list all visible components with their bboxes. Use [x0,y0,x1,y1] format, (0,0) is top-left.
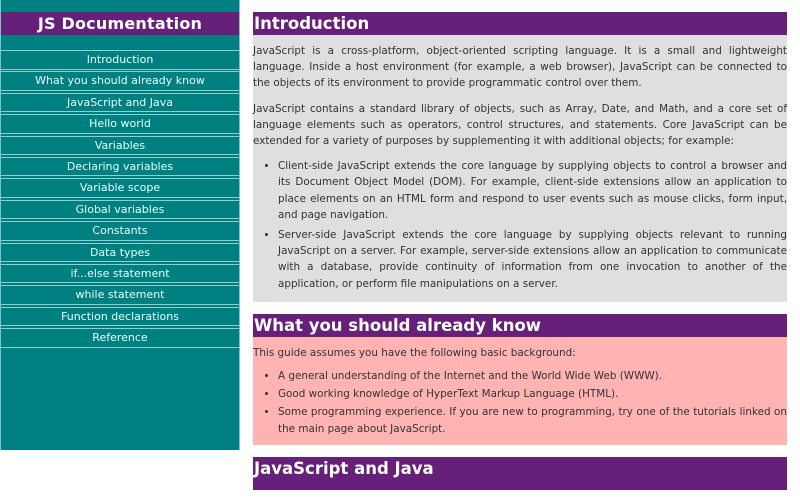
paragraph: JavaScript is a cross-platform, object-oriented scripting language. It is a small and lightweight language. Inside a host environment (for example, a web browser), JavaScript can be connected to the objects of its environment to provide programmatic control over them. [253,45,787,90]
nav-link-if-else-statement[interactable]: if...else statement [1,264,239,284]
nav-link-variables[interactable]: Variables [1,136,239,156]
bullet-list [253,158,787,292]
list-item: • Good working knowledge of HyperText Markup Language (HTML). [278,386,787,402]
nav-link-function-declarations[interactable]: Function declarations [1,307,239,327]
bullet-list [253,368,787,437]
main-doc [253,0,787,502]
section-body [253,337,787,445]
nav-link-declaring-variables[interactable]: Declaring variables [1,157,239,177]
section-body [253,35,787,302]
section-title: What you should already know [253,314,787,337]
sidebar-nav [0,0,240,450]
sidebar-title: JS Documentation [1,12,239,35]
list-item: • A general understanding of the Internet and the World Wide Web (WWW). [278,368,787,384]
paragraph: This guide assumes you have the following basic background: [253,346,576,359]
nav-link-introduction[interactable]: Introduction [1,50,239,70]
list-item: • Server-side JavaScript extends the core language by supplying objects relevant to running JavaScript on a server. For example, server-side extensions allow an application to communicate with a database, provide continuity of information from one invocation to another of the application, or perform file manipulations on a server. [278,227,787,292]
list-item: • Client-side JavaScript extends the core language by supplying objects to control a browser and its Document Object Model (DOM). For example, client-side extensions allow an application to place elements on an HTML form and respond to user events such as mouse clicks, form input, and page navigation. [278,158,787,223]
section-title: JavaScript and Java [253,457,787,480]
nav-link-hello-world[interactable]: Hello world [1,114,239,134]
nav-link-while-statement[interactable]: while statement [1,285,239,305]
nav-link-constants[interactable]: Constants [1,221,239,241]
section-body [253,480,787,490]
nav-link-global-variables[interactable]: Global variables [1,200,239,220]
section-javascript-and-java [253,457,787,490]
nav-link-data-types[interactable]: Data types [1,243,239,263]
nav-list [1,50,239,348]
section-title: Introduction [253,12,787,35]
nav-link-variable-scope[interactable]: Variable scope [1,178,239,198]
nav-link-javascript-and-java[interactable]: JavaScript and Java [1,93,239,113]
list-item: • Some programming experience. If you are new to programming, try one of the tutorials linked on the main page about JavaScript. [278,404,787,436]
section-what-you-should-already-know [253,314,787,445]
nav-link-what-you-should-already-know[interactable]: What you should already know [1,71,239,91]
nav-link-reference[interactable]: Reference [1,328,239,348]
section-introduction [253,12,787,302]
paragraph: JavaScript contains a standard library of objects, such as Array, Date, and Math, and a core set of language elements such as operators, control structures, and statements. Core JavaScript can be extended for a variety of purposes by supplementing it with additional objects; for example: [253,102,787,148]
